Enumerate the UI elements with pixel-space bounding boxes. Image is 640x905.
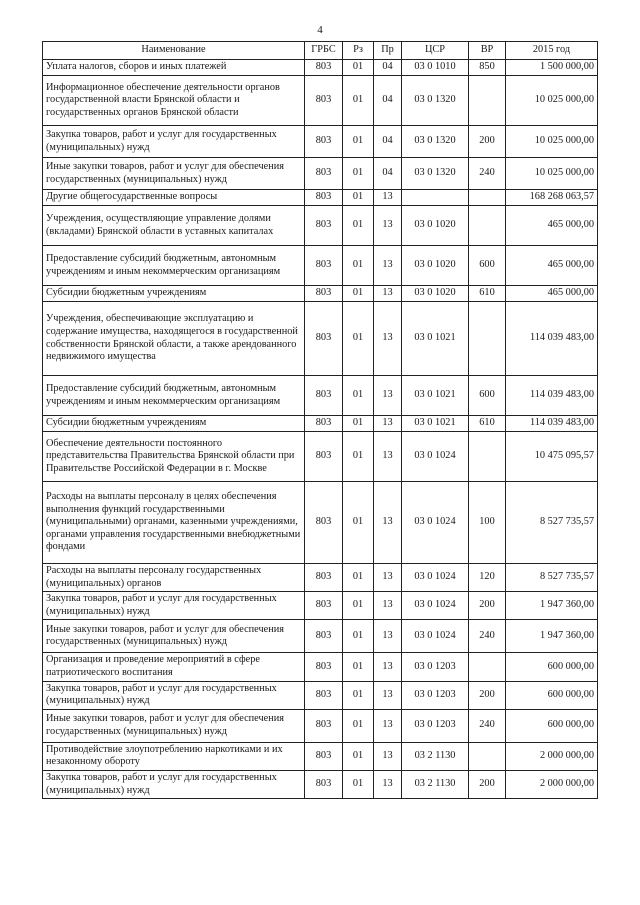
- cell-rz: 01: [343, 770, 374, 798]
- cell-grbs: 803: [305, 620, 343, 653]
- cell-grbs: 803: [305, 126, 343, 158]
- cell-name: Закупка товаров, работ и услуг для государственных (муниципальных) нужд: [43, 770, 305, 798]
- table-row: [43, 158, 598, 190]
- cell-pr: 13: [374, 206, 402, 246]
- cell-name: Иные закупки товаров, работ и услуг для обеспечения государственных (муниципальных) нужд: [43, 620, 305, 653]
- cell-grbs: 803: [305, 742, 343, 770]
- header-year: 2015 год: [506, 42, 598, 60]
- cell-vr: 600: [469, 376, 506, 416]
- cell-pr: 13: [374, 482, 402, 564]
- cell-pr: 13: [374, 564, 402, 592]
- cell-vr: 120: [469, 564, 506, 592]
- table-body: [43, 60, 598, 799]
- cell-pr: 13: [374, 620, 402, 653]
- cell-pr: 13: [374, 190, 402, 206]
- cell-vr: 100: [469, 482, 506, 564]
- cell-vr: 240: [469, 709, 506, 742]
- cell-amount: 114 039 483,00: [506, 376, 598, 416]
- cell-pr: 13: [374, 432, 402, 482]
- table-row: [43, 709, 598, 742]
- cell-grbs: 803: [305, 681, 343, 709]
- cell-vr: [469, 653, 506, 681]
- cell-vr: 610: [469, 286, 506, 302]
- header-name: Наименование: [43, 42, 305, 60]
- cell-vr: 200: [469, 681, 506, 709]
- cell-vr: 200: [469, 592, 506, 620]
- cell-csr: 03 0 1203: [402, 681, 469, 709]
- cell-name: Информационное обеспечение деятельности органов государственной власти Брянской области и государственных органов Брянской области: [43, 76, 305, 126]
- cell-amount: 114 039 483,00: [506, 302, 598, 376]
- cell-vr: 240: [469, 620, 506, 653]
- cell-pr: 13: [374, 681, 402, 709]
- cell-amount: 10 025 000,00: [506, 158, 598, 190]
- cell-pr: 13: [374, 709, 402, 742]
- cell-rz: 01: [343, 653, 374, 681]
- cell-pr: 13: [374, 416, 402, 432]
- cell-grbs: 803: [305, 286, 343, 302]
- table-row: [43, 76, 598, 126]
- cell-csr: 03 0 1203: [402, 709, 469, 742]
- cell-csr: 03 2 1130: [402, 742, 469, 770]
- cell-grbs: 803: [305, 564, 343, 592]
- cell-rz: 01: [343, 742, 374, 770]
- cell-amount: 465 000,00: [506, 286, 598, 302]
- cell-grbs: 803: [305, 302, 343, 376]
- cell-rz: 01: [343, 376, 374, 416]
- cell-csr: 03 0 1021: [402, 416, 469, 432]
- cell-amount: 10 025 000,00: [506, 126, 598, 158]
- cell-csr: 03 0 1024: [402, 620, 469, 653]
- cell-vr: [469, 742, 506, 770]
- cell-pr: 13: [374, 246, 402, 286]
- cell-csr: 03 0 1010: [402, 60, 469, 76]
- cell-csr: 03 2 1130: [402, 770, 469, 798]
- cell-csr: 03 0 1024: [402, 482, 469, 564]
- cell-amount: 168 268 063,57: [506, 190, 598, 206]
- cell-csr: [402, 190, 469, 206]
- cell-rz: 01: [343, 76, 374, 126]
- cell-rz: 01: [343, 592, 374, 620]
- cell-grbs: 803: [305, 60, 343, 76]
- cell-csr: 03 0 1020: [402, 206, 469, 246]
- cell-csr: 03 0 1024: [402, 564, 469, 592]
- cell-pr: 04: [374, 76, 402, 126]
- cell-csr: 03 0 1203: [402, 653, 469, 681]
- cell-csr: 03 0 1024: [402, 432, 469, 482]
- table-row: [43, 206, 598, 246]
- cell-grbs: 803: [305, 206, 343, 246]
- cell-rz: 01: [343, 246, 374, 286]
- cell-amount: 465 000,00: [506, 246, 598, 286]
- cell-grbs: 803: [305, 770, 343, 798]
- cell-name: Закупка товаров, работ и услуг для государственных (муниципальных) нужд: [43, 681, 305, 709]
- cell-vr: 850: [469, 60, 506, 76]
- cell-name: Закупка товаров, работ и услуг для государственных (муниципальных) нужд: [43, 592, 305, 620]
- table-row: [43, 286, 598, 302]
- cell-vr: [469, 76, 506, 126]
- cell-csr: 03 0 1020: [402, 286, 469, 302]
- cell-name: Расходы на выплаты персоналу государственных (муниципальных) органов: [43, 564, 305, 592]
- cell-pr: 13: [374, 770, 402, 798]
- cell-amount: 2 000 000,00: [506, 770, 598, 798]
- cell-pr: 13: [374, 286, 402, 302]
- cell-csr: 03 0 1320: [402, 126, 469, 158]
- cell-csr: 03 0 1320: [402, 158, 469, 190]
- table-row: [43, 432, 598, 482]
- header-csr: ЦСР: [402, 42, 469, 60]
- cell-pr: 13: [374, 376, 402, 416]
- page-number: 4: [317, 24, 323, 36]
- cell-grbs: 803: [305, 246, 343, 286]
- cell-name: Другие общегосударственные вопросы: [43, 190, 305, 206]
- cell-amount: 465 000,00: [506, 206, 598, 246]
- cell-name: Субсидии бюджетным учреждениям: [43, 416, 305, 432]
- cell-rz: 01: [343, 620, 374, 653]
- cell-amount: 1 947 360,00: [506, 620, 598, 653]
- cell-rz: 01: [343, 681, 374, 709]
- cell-rz: 01: [343, 302, 374, 376]
- cell-rz: 01: [343, 190, 374, 206]
- cell-grbs: 803: [305, 76, 343, 126]
- table-row: [43, 742, 598, 770]
- cell-name: Закупка товаров, работ и услуг для государственных (муниципальных) нужд: [43, 126, 305, 158]
- cell-amount: 8 527 735,57: [506, 482, 598, 564]
- cell-csr: 03 0 1024: [402, 592, 469, 620]
- header-grbs: ГРБС: [305, 42, 343, 60]
- cell-csr: 03 0 1320: [402, 76, 469, 126]
- table-header-row: [43, 42, 598, 60]
- cell-pr: 13: [374, 592, 402, 620]
- budget-table: [42, 41, 598, 799]
- cell-rz: 01: [343, 709, 374, 742]
- cell-rz: 01: [343, 158, 374, 190]
- table-row: [43, 620, 598, 653]
- table-row: [43, 126, 598, 158]
- cell-name: Организация и проведение мероприятий в сфере патриотического воспитания: [43, 653, 305, 681]
- cell-vr: [469, 206, 506, 246]
- cell-name: Предоставление субсидий бюджетным, автономным учреждениям и иным некоммерческим организациям: [43, 376, 305, 416]
- cell-grbs: 803: [305, 376, 343, 416]
- cell-rz: 01: [343, 126, 374, 158]
- cell-grbs: 803: [305, 432, 343, 482]
- cell-name: Противодействие злоупотреблению наркотиками и их незаконному обороту: [43, 742, 305, 770]
- cell-vr: [469, 302, 506, 376]
- cell-name: Уплата налогов, сборов и иных платежей: [43, 60, 305, 76]
- cell-pr: 13: [374, 653, 402, 681]
- cell-rz: 01: [343, 432, 374, 482]
- cell-pr: 04: [374, 126, 402, 158]
- cell-csr: 03 0 1021: [402, 302, 469, 376]
- table-row: [43, 681, 598, 709]
- cell-name: Расходы на выплаты персоналу в целях обеспечения выполнения функций государственными (муниципальными) органами, казенными учреждениями, органами управления государственными внебюджетными фондами: [43, 482, 305, 564]
- cell-rz: 01: [343, 206, 374, 246]
- cell-amount: 8 527 735,57: [506, 564, 598, 592]
- cell-amount: 10 475 095,57: [506, 432, 598, 482]
- table-row: [43, 60, 598, 76]
- cell-vr: [469, 190, 506, 206]
- cell-grbs: 803: [305, 416, 343, 432]
- table-row: [43, 246, 598, 286]
- cell-grbs: 803: [305, 709, 343, 742]
- header-pr: Пр: [374, 42, 402, 60]
- cell-pr: 04: [374, 60, 402, 76]
- header-rz: Рз: [343, 42, 374, 60]
- cell-name: Субсидии бюджетным учреждениям: [43, 286, 305, 302]
- table-row: [43, 770, 598, 798]
- cell-rz: 01: [343, 564, 374, 592]
- cell-name: Учреждения, осуществляющие управление долями (вкладами) Брянской области в уставных капиталах: [43, 206, 305, 246]
- cell-vr: 610: [469, 416, 506, 432]
- cell-pr: 13: [374, 302, 402, 376]
- cell-grbs: 803: [305, 158, 343, 190]
- cell-amount: 10 025 000,00: [506, 76, 598, 126]
- cell-amount: 114 039 483,00: [506, 416, 598, 432]
- cell-rz: 01: [343, 286, 374, 302]
- cell-name: Обеспечение деятельности постоянного представительства Правительства Брянской области при Правительстве Российской Федерации в г. Москве: [43, 432, 305, 482]
- table-row: [43, 592, 598, 620]
- cell-pr: 04: [374, 158, 402, 190]
- cell-vr: 200: [469, 770, 506, 798]
- cell-grbs: 803: [305, 592, 343, 620]
- cell-amount: 600 000,00: [506, 653, 598, 681]
- table-row: [43, 190, 598, 206]
- cell-rz: 01: [343, 416, 374, 432]
- cell-grbs: 803: [305, 190, 343, 206]
- cell-name: Учреждения, обеспечивающие эксплуатацию и содержание имущества, находящегося в государственной собственности Брянской области, а также арендованного недвижимого имущества: [43, 302, 305, 376]
- cell-rz: 01: [343, 482, 374, 564]
- cell-amount: 600 000,00: [506, 709, 598, 742]
- cell-amount: 1 947 360,00: [506, 592, 598, 620]
- table-row: [43, 416, 598, 432]
- table-row: [43, 653, 598, 681]
- header-vr: ВР: [469, 42, 506, 60]
- table-row: [43, 376, 598, 416]
- cell-grbs: 803: [305, 482, 343, 564]
- cell-pr: 13: [374, 742, 402, 770]
- cell-amount: 2 000 000,00: [506, 742, 598, 770]
- cell-name: Иные закупки товаров, работ и услуг для обеспечения государственных (муниципальных) нужд: [43, 158, 305, 190]
- cell-vr: [469, 432, 506, 482]
- cell-name: Иные закупки товаров, работ и услуг для обеспечения государственных (муниципальных) нужд: [43, 709, 305, 742]
- cell-amount: 600 000,00: [506, 681, 598, 709]
- cell-csr: 03 0 1021: [402, 376, 469, 416]
- table-row: [43, 302, 598, 376]
- table-row: [43, 564, 598, 592]
- table-row: [43, 482, 598, 564]
- cell-rz: 01: [343, 60, 374, 76]
- cell-vr: 240: [469, 158, 506, 190]
- cell-name: Предоставление субсидий бюджетным, автономным учреждениям и иным некоммерческим организациям: [43, 246, 305, 286]
- cell-amount: 1 500 000,00: [506, 60, 598, 76]
- cell-grbs: 803: [305, 653, 343, 681]
- cell-vr: 600: [469, 246, 506, 286]
- cell-csr: 03 0 1020: [402, 246, 469, 286]
- cell-vr: 200: [469, 126, 506, 158]
